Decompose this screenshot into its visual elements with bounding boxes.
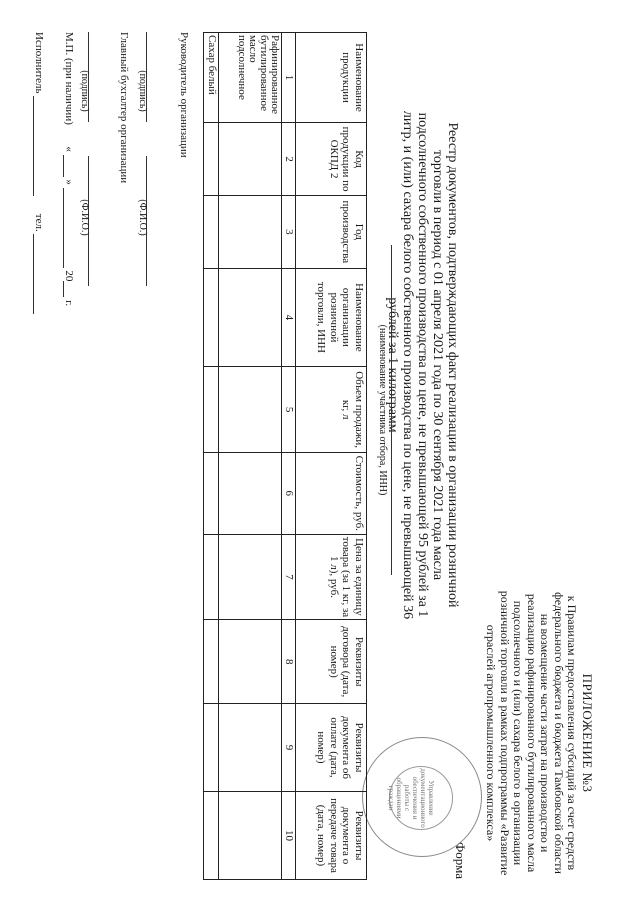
- day-line: [63, 155, 64, 177]
- table-cell: [204, 453, 219, 535]
- header-product-name: Наименование продукции: [296, 33, 367, 123]
- table-row: [204, 33, 219, 880]
- header-payment-document: Реквизиты документа об оплате (дата, номер): [296, 704, 367, 792]
- table-cell: [219, 196, 282, 269]
- official-seal: [362, 737, 482, 857]
- table-cell: [204, 791, 219, 879]
- header-okpd-code: Код продукции по ОКПД 2: [296, 123, 367, 196]
- row-product-sugar: Сахар белый: [204, 33, 219, 123]
- table-cell: [204, 704, 219, 792]
- registry-table: [203, 32, 367, 880]
- header-transfer-document: Реквизиты документа о передаче товара (дата, номер): [296, 791, 367, 879]
- participant-caption: (наименование участника отбора, ИНН): [377, 245, 392, 575]
- table-cell: [219, 791, 282, 879]
- header-retail-organization: Наименование организации розничной торговли, ИНН: [296, 268, 367, 367]
- date-quote-open: «: [63, 146, 75, 152]
- column-number: 1: [282, 33, 296, 123]
- table-cell: [219, 268, 282, 367]
- table-cell: [204, 367, 219, 453]
- table-cell: [219, 704, 282, 792]
- executor-name-line: [33, 96, 34, 196]
- column-number: 10: [282, 791, 296, 879]
- column-number: 3: [282, 196, 296, 269]
- table-cell: [204, 196, 219, 269]
- column-number: 8: [282, 620, 296, 704]
- phone-label: тел.: [33, 213, 45, 232]
- column-number: 5: [282, 367, 296, 453]
- appendix-number: ПРИЛОЖЕНИЕ №3: [580, 673, 595, 793]
- year-prefix: 20: [63, 270, 75, 282]
- head-captions: [137, 32, 148, 283]
- header-contract-details: Реквизиты договора (дата, номер): [296, 620, 367, 704]
- table-cell: [204, 620, 219, 704]
- table-header-row: [296, 33, 367, 880]
- signature-caption: (подпись): [79, 70, 90, 112]
- table-row: [219, 33, 282, 880]
- accountant-captions: [79, 32, 90, 283]
- table-cell: [219, 367, 282, 453]
- header-sales-volume: Объем продажи, кг, л: [296, 367, 367, 453]
- document-title: Реестр документов, подтверждающих факт реализации в организации розничной торговли в период с 01 апреля 2021 года по 30 сентября 2021 года масла подсолнечного собственного производства по цене, не превышающей 95 рублей за 1 литр, и (или) сахара белого собственного производства по цене, не превышающей 36 рублей за 1 килограмм: [385, 110, 460, 620]
- seal-text: Управление документационного обеспечения и работы с обращениями граждан: [387, 768, 435, 828]
- executor-label: Исполнитель: [33, 32, 45, 94]
- header-cost: Стоимость, руб.: [296, 453, 367, 535]
- table-cell: [219, 453, 282, 535]
- form-label: Форма: [453, 842, 468, 879]
- name-caption: (Ф.И.О.): [137, 199, 148, 236]
- accountant-signature-label: Главный бухгалтер организации: [118, 32, 130, 184]
- header-production-year: Год производства: [296, 196, 367, 269]
- table-cell: [204, 123, 219, 196]
- appendix-text: к Правилам предоставления субсидий за счет средств федерального бюджета и бюджета Тамбовской области на возмещение части затрат на производство и реализацию рафинированного бутилированного масла подсолнечного и (или) сахара белого в организации розничной торговли в рамках подпрограммы «Развитие отраслей агропромышленного комплекса»: [484, 590, 580, 876]
- head-signature-label: Руководитель организации: [178, 32, 190, 158]
- column-number: 6: [282, 453, 296, 535]
- phone-line: [33, 234, 34, 314]
- year-line: [63, 281, 64, 297]
- date-quote-close: »: [63, 179, 75, 185]
- month-line: [63, 188, 64, 268]
- signature-caption: (подпись): [137, 70, 148, 112]
- table-number-row: [282, 33, 296, 880]
- table-cell: [204, 268, 219, 367]
- seal-and-date-line: [63, 32, 75, 306]
- column-number: 2: [282, 123, 296, 196]
- executor-line: [33, 32, 45, 314]
- row-product-oil: Рафинированное бутилированное масло подсолнечное: [219, 33, 282, 123]
- table-cell: [219, 123, 282, 196]
- name-caption: (Ф.И.О.): [79, 199, 90, 236]
- table-cell: [219, 534, 282, 620]
- year-suffix: г.: [63, 300, 75, 307]
- table-cell: [219, 620, 282, 704]
- appendix-header: [484, 589, 594, 877]
- rotated-document-page: [20, 10, 620, 895]
- header-unit-price: Цена за единицу товара (за 1 кг, за 1 л), руб.: [296, 534, 367, 620]
- column-number: 7: [282, 534, 296, 620]
- column-number: 9: [282, 704, 296, 792]
- mp-label: М.П. (при наличии): [63, 32, 75, 125]
- column-number: 4: [282, 268, 296, 367]
- table-cell: [204, 534, 219, 620]
